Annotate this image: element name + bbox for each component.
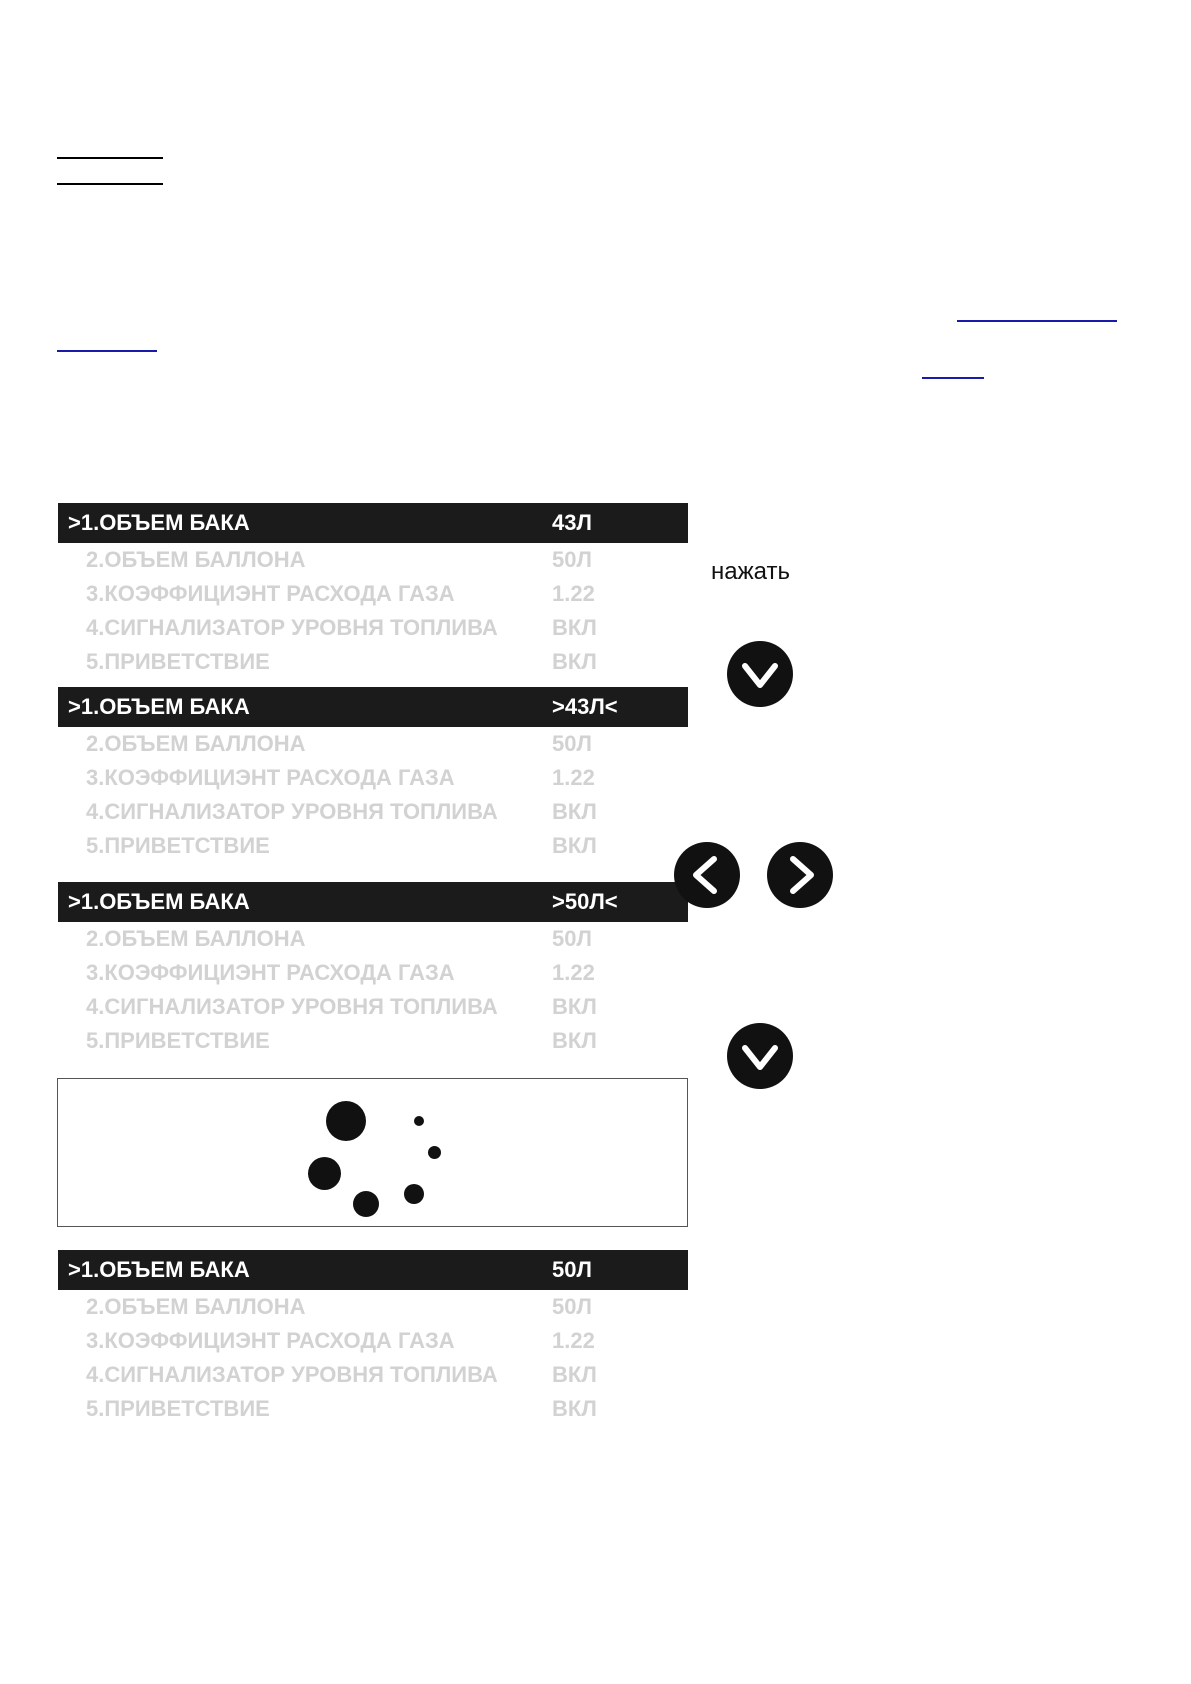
menu-row-value: 50Л (552, 731, 592, 756)
menu-row-label: >1.ОБЪЕМ БАКА (68, 889, 250, 914)
menu-row-tank-volume[interactable] (58, 1250, 688, 1290)
menu-row-gas-coefficient[interactable] (58, 577, 688, 611)
down-button[interactable] (727, 641, 793, 707)
menu-row-fuel-alarm[interactable] (58, 1358, 688, 1392)
menu-row-value: ВКЛ (552, 833, 597, 858)
link-underline-3[interactable] (922, 377, 984, 379)
menu-row-label: 5.ПРИВЕТСТВИЕ (86, 833, 270, 858)
menu-row-label: 2.ОБЪЕМ БАЛЛОНА (86, 547, 306, 572)
menu-row-cylinder-volume[interactable] (58, 543, 688, 577)
menu-screen-1 (58, 503, 688, 679)
menu-row-label: 4.СИГНАЛИЗАТОР УРОВНЯ ТОПЛИВА (86, 994, 498, 1019)
menu-row-label: 3.КОЭФФИЦИЭНТ РАСХОДА ГАЗА (86, 1328, 455, 1353)
menu-row-label: >1.ОБЪЕМ БАКА (68, 1257, 250, 1282)
menu-row-fuel-alarm[interactable] (58, 611, 688, 645)
menu-row-label: 2.ОБЪЕМ БАЛЛОНА (86, 926, 306, 951)
spinner-dot (404, 1184, 424, 1204)
menu-row-greeting[interactable] (58, 829, 688, 863)
loading-screen (57, 1078, 688, 1227)
link-underline-2[interactable] (57, 350, 157, 352)
loading-spinner-icon (58, 1079, 687, 1226)
menu-row-fuel-alarm[interactable] (58, 990, 688, 1024)
chevron-right-icon (767, 842, 833, 908)
menu-row-value: ВКЛ (552, 615, 597, 640)
menu-row-gas-coefficient[interactable] (58, 761, 688, 795)
menu-row-label: 3.КОЭФФИЦИЭНТ РАСХОДА ГАЗА (86, 581, 455, 606)
menu-row-greeting[interactable] (58, 1392, 688, 1426)
menu-row-label: 5.ПРИВЕТСТВИЕ (86, 1028, 270, 1053)
spinner-dot (353, 1191, 379, 1217)
menu-row-value: ВКЛ (552, 1396, 597, 1421)
menu-row-greeting[interactable] (58, 1024, 688, 1058)
menu-screen-4 (58, 1250, 688, 1426)
menu-row-value: ВКЛ (552, 1362, 597, 1387)
menu-row-value: ВКЛ (552, 649, 597, 674)
menu-row-cylinder-volume[interactable] (58, 727, 688, 761)
menu-row-label: 5.ПРИВЕТСТВИЕ (86, 1396, 270, 1421)
menu-row-value: >50Л< (552, 889, 618, 914)
chevron-down-icon (727, 1023, 793, 1089)
spinner-dot (326, 1101, 366, 1141)
menu-row-label: 5.ПРИВЕТСТВИЕ (86, 649, 270, 674)
right-button[interactable] (767, 842, 833, 908)
down-button[interactable] (727, 1023, 793, 1089)
menu-row-value: ВКЛ (552, 994, 597, 1019)
spinner-dot (414, 1116, 424, 1126)
menu-row-tank-volume[interactable] (58, 503, 688, 543)
menu-row-label: >1.ОБЪЕМ БАКА (68, 694, 250, 719)
menu-row-greeting[interactable] (58, 645, 688, 679)
menu-row-gas-coefficient[interactable] (58, 956, 688, 990)
menu-row-label: 3.КОЭФФИЦИЭНТ РАСХОДА ГАЗА (86, 960, 455, 985)
menu-row-fuel-alarm[interactable] (58, 795, 688, 829)
menu-row-label: 4.СИГНАЛИЗАТОР УРОВНЯ ТОПЛИВА (86, 1362, 498, 1387)
link-underline-1[interactable] (957, 320, 1117, 322)
menu-screen-3 (58, 882, 688, 1058)
menu-row-label: 2.ОБЪЕМ БАЛЛОНА (86, 731, 306, 756)
menu-row-value: 1.22 (552, 765, 595, 790)
chevron-left-icon (674, 842, 740, 908)
menu-row-value: ВКЛ (552, 799, 597, 824)
menu-row-label: >1.ОБЪЕМ БАКА (68, 510, 250, 535)
menu-row-tank-volume[interactable] (58, 687, 688, 727)
chevron-down-icon (727, 641, 793, 707)
menu-row-value: 43Л (552, 510, 592, 535)
menu-row-value: 50Л (552, 547, 592, 572)
heading-underline-2 (57, 183, 163, 185)
menu-row-label: 3.КОЭФФИЦИЭНТ РАСХОДА ГАЗА (86, 765, 455, 790)
menu-row-value: 1.22 (552, 581, 595, 606)
heading-underline-1 (57, 157, 163, 159)
menu-row-value: 50Л (552, 1294, 592, 1319)
press-hint-label: нажать (711, 558, 790, 585)
spinner-dot (308, 1157, 341, 1190)
menu-row-label: 4.СИГНАЛИЗАТОР УРОВНЯ ТОПЛИВА (86, 799, 498, 824)
menu-row-value: 1.22 (552, 960, 595, 985)
menu-row-cylinder-volume[interactable] (58, 1290, 688, 1324)
menu-row-value: ВКЛ (552, 1028, 597, 1053)
menu-row-value: 50Л (552, 926, 592, 951)
spinner-dot (428, 1146, 441, 1159)
menu-row-value: 50Л (552, 1257, 592, 1282)
menu-row-cylinder-volume[interactable] (58, 922, 688, 956)
menu-row-label: 4.СИГНАЛИЗАТОР УРОВНЯ ТОПЛИВА (86, 615, 498, 640)
menu-row-label: 2.ОБЪЕМ БАЛЛОНА (86, 1294, 306, 1319)
menu-row-value: 1.22 (552, 1328, 595, 1353)
menu-row-gas-coefficient[interactable] (58, 1324, 688, 1358)
left-button[interactable] (674, 842, 740, 908)
menu-screen-2 (58, 687, 688, 863)
menu-row-value: >43Л< (552, 694, 618, 719)
menu-row-tank-volume[interactable] (58, 882, 688, 922)
